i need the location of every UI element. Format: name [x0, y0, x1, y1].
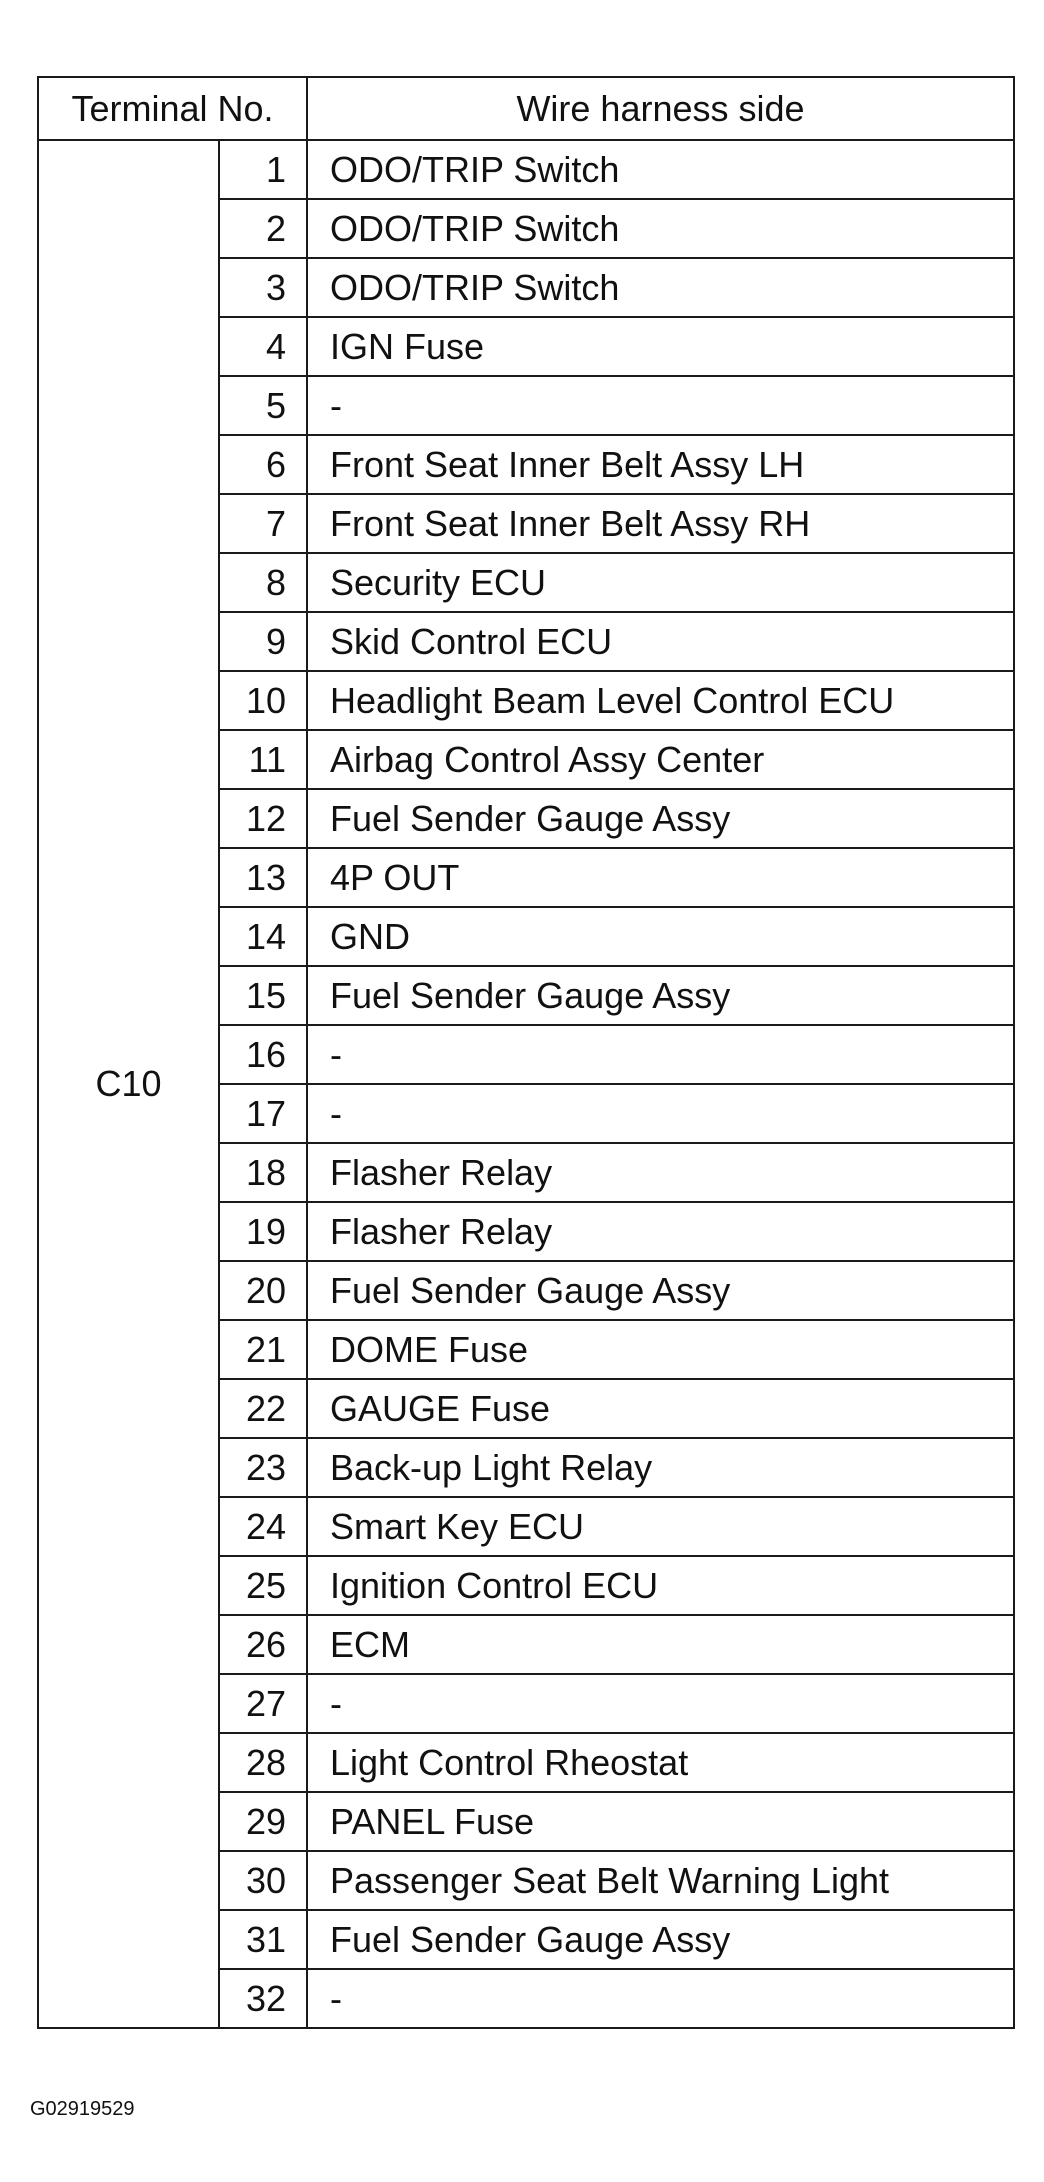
wire-harness-side-value: Fuel Sender Gauge Assy: [307, 1910, 1014, 1969]
terminal-number: 22: [219, 1379, 307, 1438]
terminal-number: 16: [219, 1025, 307, 1084]
wire-harness-side-value: Airbag Control Assy Center: [307, 730, 1014, 789]
terminal-number: 2: [219, 199, 307, 258]
wire-harness-side-value: Skid Control ECU: [307, 612, 1014, 671]
terminal-number: 4: [219, 317, 307, 376]
wire-harness-side-value: GAUGE Fuse: [307, 1379, 1014, 1438]
wire-harness-side-value: Security ECU: [307, 553, 1014, 612]
terminal-number: 18: [219, 1143, 307, 1202]
wire-harness-side-value: Ignition Control ECU: [307, 1556, 1014, 1615]
terminal-table: [37, 76, 1015, 2029]
terminal-number: 15: [219, 966, 307, 1025]
wire-harness-side-value: Front Seat Inner Belt Assy RH: [307, 494, 1014, 553]
terminal-number: 19: [219, 1202, 307, 1261]
wire-harness-side-value: Fuel Sender Gauge Assy: [307, 966, 1014, 1025]
wire-harness-side-value: ODO/TRIP Switch: [307, 258, 1014, 317]
terminal-number: 11: [219, 730, 307, 789]
wire-harness-side-value: Fuel Sender Gauge Assy: [307, 789, 1014, 848]
terminal-number: 21: [219, 1320, 307, 1379]
terminal-number: 24: [219, 1497, 307, 1556]
terminal-number: 9: [219, 612, 307, 671]
wire-harness-side-value: DOME Fuse: [307, 1320, 1014, 1379]
wire-harness-side-value: Flasher Relay: [307, 1143, 1014, 1202]
terminal-number: 27: [219, 1674, 307, 1733]
table-body: [38, 140, 1014, 2028]
terminal-number: 26: [219, 1615, 307, 1674]
terminal-number: 13: [219, 848, 307, 907]
terminal-number: 20: [219, 1261, 307, 1320]
terminal-number: 30: [219, 1851, 307, 1910]
wire-harness-side-value: -: [307, 1084, 1014, 1143]
terminal-number: 8: [219, 553, 307, 612]
terminal-number: 23: [219, 1438, 307, 1497]
terminal-number: 14: [219, 907, 307, 966]
wire-harness-side-value: Light Control Rheostat: [307, 1733, 1014, 1792]
wire-harness-side-value: ODO/TRIP Switch: [307, 199, 1014, 258]
terminal-no-header: Terminal No.: [38, 77, 307, 140]
wire-harness-side-value: PANEL Fuse: [307, 1792, 1014, 1851]
wire-harness-side-value: -: [307, 1674, 1014, 1733]
terminal-number: 17: [219, 1084, 307, 1143]
wire-harness-side-value: Back-up Light Relay: [307, 1438, 1014, 1497]
wire-harness-side-value: -: [307, 1025, 1014, 1084]
connector-cell: C10: [38, 140, 219, 2028]
header-row: [38, 77, 1014, 140]
wire-harness-side-value: Front Seat Inner Belt Assy LH: [307, 435, 1014, 494]
terminal-number: 1: [219, 140, 307, 199]
figure-id: G02919529: [30, 2098, 135, 2120]
terminal-number: 25: [219, 1556, 307, 1615]
wire-harness-side-value: Smart Key ECU: [307, 1497, 1014, 1556]
terminal-number: 32: [219, 1969, 307, 2028]
wire-harness-side-value: ODO/TRIP Switch: [307, 140, 1014, 199]
terminal-number: 7: [219, 494, 307, 553]
terminal-number: 12: [219, 789, 307, 848]
terminal-number: 6: [219, 435, 307, 494]
wire-harness-side-value: Fuel Sender Gauge Assy: [307, 1261, 1014, 1320]
wire-harness-side-value: GND: [307, 907, 1014, 966]
wire-harness-side-value: ECM: [307, 1615, 1014, 1674]
terminal-number: 31: [219, 1910, 307, 1969]
wire-harness-side-header: Wire harness side: [307, 77, 1014, 140]
wire-harness-side-value: Flasher Relay: [307, 1202, 1014, 1261]
terminal-number: 3: [219, 258, 307, 317]
terminal-number: 28: [219, 1733, 307, 1792]
wire-harness-side-value: Passenger Seat Belt Warning Light: [307, 1851, 1014, 1910]
terminal-number: 5: [219, 376, 307, 435]
wire-harness-side-value: -: [307, 376, 1014, 435]
wire-harness-side-value: -: [307, 1969, 1014, 2028]
table-row: [38, 140, 1014, 199]
wire-harness-side-value: 4P OUT: [307, 848, 1014, 907]
terminal-number: 10: [219, 671, 307, 730]
wire-harness-side-value: IGN Fuse: [307, 317, 1014, 376]
terminal-number: 29: [219, 1792, 307, 1851]
wire-harness-side-value: Headlight Beam Level Control ECU: [307, 671, 1014, 730]
